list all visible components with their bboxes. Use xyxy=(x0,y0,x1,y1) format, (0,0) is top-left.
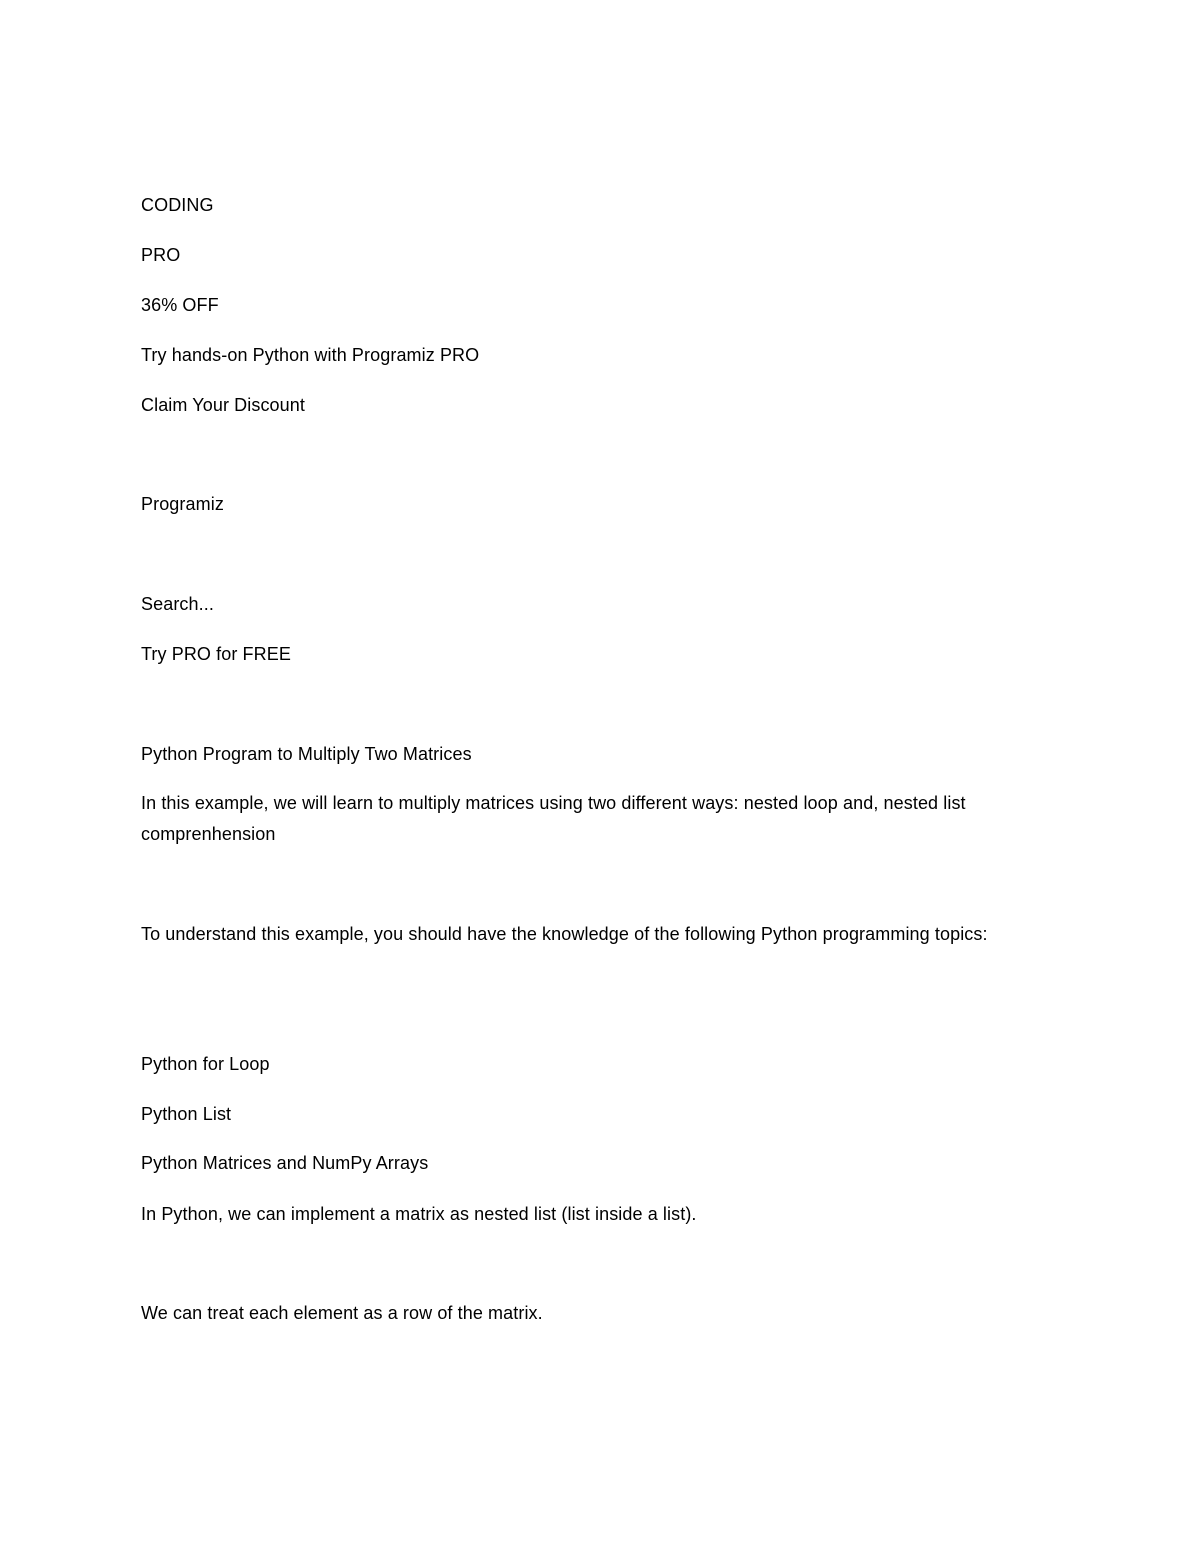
topic-link-for-loop[interactable]: Python for Loop xyxy=(141,1054,270,1074)
body-paragraph-1: In Python, we can implement a matrix as nested list (list inside a list). xyxy=(141,1204,697,1224)
intro-paragraph: In this example, we will learn to multiply matrices using two different ways: nested loop and, nested list comprenhension xyxy=(141,793,966,844)
claim-discount-link[interactable]: Claim Your Discount xyxy=(141,395,305,415)
banner-title-pro: PRO xyxy=(141,245,181,265)
banner-title-coding: CODING xyxy=(141,195,214,215)
banner-tagline: Try hands-on Python with Programiz PRO xyxy=(141,345,480,365)
site-logo-text[interactable]: Programiz xyxy=(141,494,224,514)
topic-link-matrices[interactable]: Python Matrices and NumPy Arrays xyxy=(141,1153,429,1173)
body-paragraph-2: We can treat each element as a row of the matrix. xyxy=(141,1303,543,1323)
topic-link-list[interactable]: Python List xyxy=(141,1104,232,1124)
search-input[interactable]: Search... xyxy=(141,594,214,614)
try-pro-link[interactable]: Try PRO for FREE xyxy=(141,644,291,664)
page-title: Python Program to Multiply Two Matrices xyxy=(141,744,472,764)
banner-discount: 36% OFF xyxy=(141,295,219,315)
prerequisites-paragraph: To understand this example, you should have the knowledge of the following Python programming topics: xyxy=(141,924,988,944)
